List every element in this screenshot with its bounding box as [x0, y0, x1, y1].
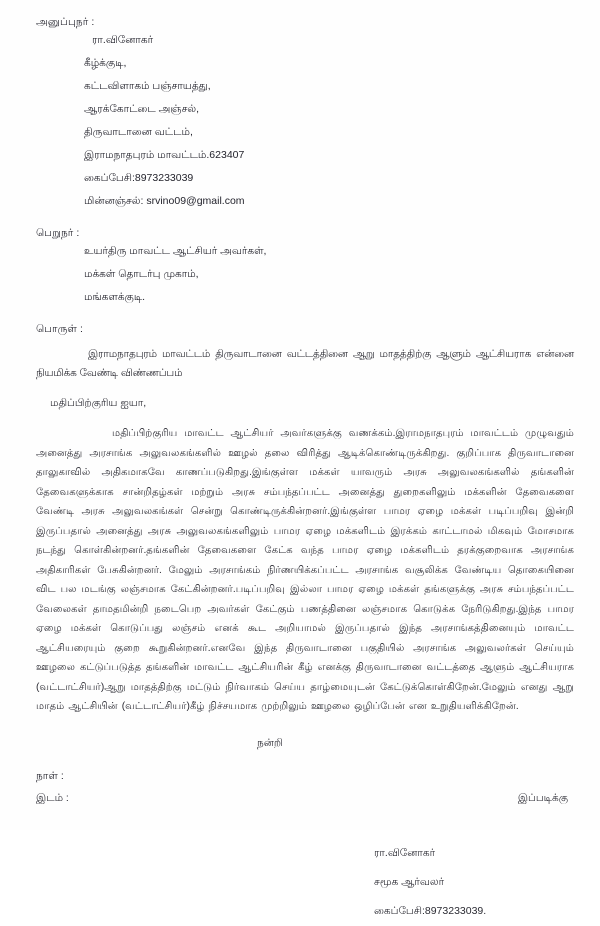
subject-section — [22, 323, 578, 383]
footer-row — [22, 792, 578, 805]
sender-line-email: மின்னஞ்சல்: srvino09@gmail.com — [84, 195, 245, 207]
body-paragraph-wrapper — [22, 424, 578, 717]
signature-phone: கைப்பேசி:8973233039. — [374, 904, 487, 917]
sender-line-name: ரா.வினோகர் — [92, 34, 154, 46]
recipient-line-place: மங்களக்குடி. — [84, 291, 146, 303]
sender-line-village: கீழ்க்குடி, — [84, 57, 127, 69]
sender-section — [22, 16, 578, 213]
body-paragraph: மதிப்பிற்குரிய மாவட்ட ஆட்சியர் அவர்களுக்கு வணக்கம்.இராமநாதபுரம் மாவட்டம் முழுவதும் அனைத்து அரசாங்க அலுவலகங்களில் ஊழல் தலை விரித்து ஆடிக்கொண்டிருக்கிறது. குறிப்பாக திருவாடானை தாலுகாவில் அதிகமாகவே காணப்படுகிறது.இங்குள்ள மக்கள் யாவரும் அரசு அலுவலகங்களில் தங்களின் தேவைகளுக்காக சான்றிதழ்கள் மற்றும் அரசு சம்பந்தப்பட்ட அனைத்து துறைகளிலும் மக்களின் தேவைகளை வேண்டி அரசு அலுவலகங்கள் சென்று கொண்டிருக்கின்றனர்.இங்குள்ள பாமர ஏழை மக்கள் படிப்பறிவு இன்றி இருப்பதால் அனைத்து அரசு அலுவலகங்களிலும் பாமர ஏழை மக்களிடம் இரக்கம் காட்டாமல் மிகவும் மோசமாக நடந்து கொள்கின்றனர்.தங்களின் தேவைகளை கேட்க வந்த பாமர ஏழை மக்களிடம் தரக்குறைவாக அரசாங்க அதிகாரிகள் பேசுகின்றனர். மேலும் அரசாங்கம் நிர்ணயிக்கப்பட்ட அரசாங்க வசூலிக்க வேண்டிய தொகையினை விட பல மடங்கு லஞ்சமாக கேட்கின்றனர்.படிப்பறிவு இல்லா பாமர ஏழை மக்கள் தங்களுக்கு அரசு சம்பந்தப்பட்ட வேலைகள் தாமதமின்றி நடைபெற அவர்கள் கேட்கும் பணத்தினை லஞ்சமாக கொடுக்க நேரிடுகிறது.இந்த பாமர ஏழை மக்கள் கொடுப்பது லஞ்சம் எனக் கூட அறியாமல் இருப்பதால் இந்த அரசாங்கத்தினையும் மாவட்ட ஆட்சியரையும் குறை கூறுகின்றனர்.எனவே இந்த திருவாடானை பகுதியில் அரசாங்க அலுவலர்கள் செய்யும் ஊழலை கட்டுப்படுத்த தங்களின் மாவட்ட ஆட்சியரின் கீழ் எனக்கு திருவாடானை வட்டத்தை ஆளும் ஆட்சியராக (வட்டாட்சியர்)ஆறு மாதத்திற்கு மட்டும் நிர்வாகம் செய்ய தாழ்மையுடன் கேட்டுக்கொள்கிறேன்.மேலும் எனது ஆறு மாதம் ஆட்சியின் (வட்டாட்சியர்)கீழ் நிச்சயமாக முற்றிலும் ஊழலை ஒழிப்பேன் என உறுதியளிக்கிறேன். — [36, 428, 574, 712]
signature-name: ரா.வினோகர் — [374, 846, 436, 859]
sender-line-district: இராமநாதபுரம் மாவட்டம்.623407 — [84, 149, 245, 161]
spacer — [22, 213, 578, 227]
thanks-text: நன்றி — [257, 736, 283, 749]
closing-label: இப்படிக்கு — [517, 791, 568, 804]
recipient-address-block — [22, 240, 578, 309]
sender-line-phone: கைப்பேசி:8973233039 — [84, 172, 194, 184]
spacer — [22, 383, 578, 397]
spacer — [22, 336, 578, 345]
signature-block — [22, 839, 578, 926]
spacer — [22, 410, 578, 424]
spacer — [22, 750, 578, 770]
spacer — [22, 717, 578, 737]
recipient-line-collector: உயர்திரு மாவட்ட ஆட்சியர் அவர்கள், — [84, 245, 267, 257]
signature-designation: சமூக ஆர்வலர் — [374, 875, 445, 888]
salutation: மதிப்பிற்குரிய ஐயா, — [50, 397, 147, 409]
subject-text: இராமநாதபுரம் மாவட்டம் திருவாடானை வட்டத்தினை ஆறு மாதத்திற்கு ஆளும் ஆட்சியராக என்னை நியமிக்க வேண்டி விண்ணப்பம் — [36, 349, 574, 379]
place-label: இடம் : — [36, 791, 69, 804]
spacer — [22, 309, 578, 323]
recipient-label: பெறுநர் : — [36, 227, 80, 239]
sender-line-panchayat: கட்டவிளாகம் பஞ்சாயத்து, — [84, 80, 211, 92]
sender-label: அனுப்புநர் : — [36, 16, 95, 28]
recipient-section — [22, 227, 578, 309]
subject-label: பொருள் : — [36, 323, 84, 335]
sender-line-post: ஆரக்கோட்டை அஞ்சல், — [84, 103, 200, 115]
spacer — [22, 783, 578, 792]
sender-line-taluk: திருவாடானை வட்டம், — [84, 126, 193, 138]
subject-text-wrapper — [22, 345, 578, 383]
recipient-line-camp: மக்கள் தொடர்பு முகாம், — [84, 268, 199, 280]
spacer — [22, 825, 578, 839]
date-label: நாள் : — [36, 769, 64, 782]
spacer — [22, 805, 578, 825]
sender-address-block — [22, 29, 578, 213]
